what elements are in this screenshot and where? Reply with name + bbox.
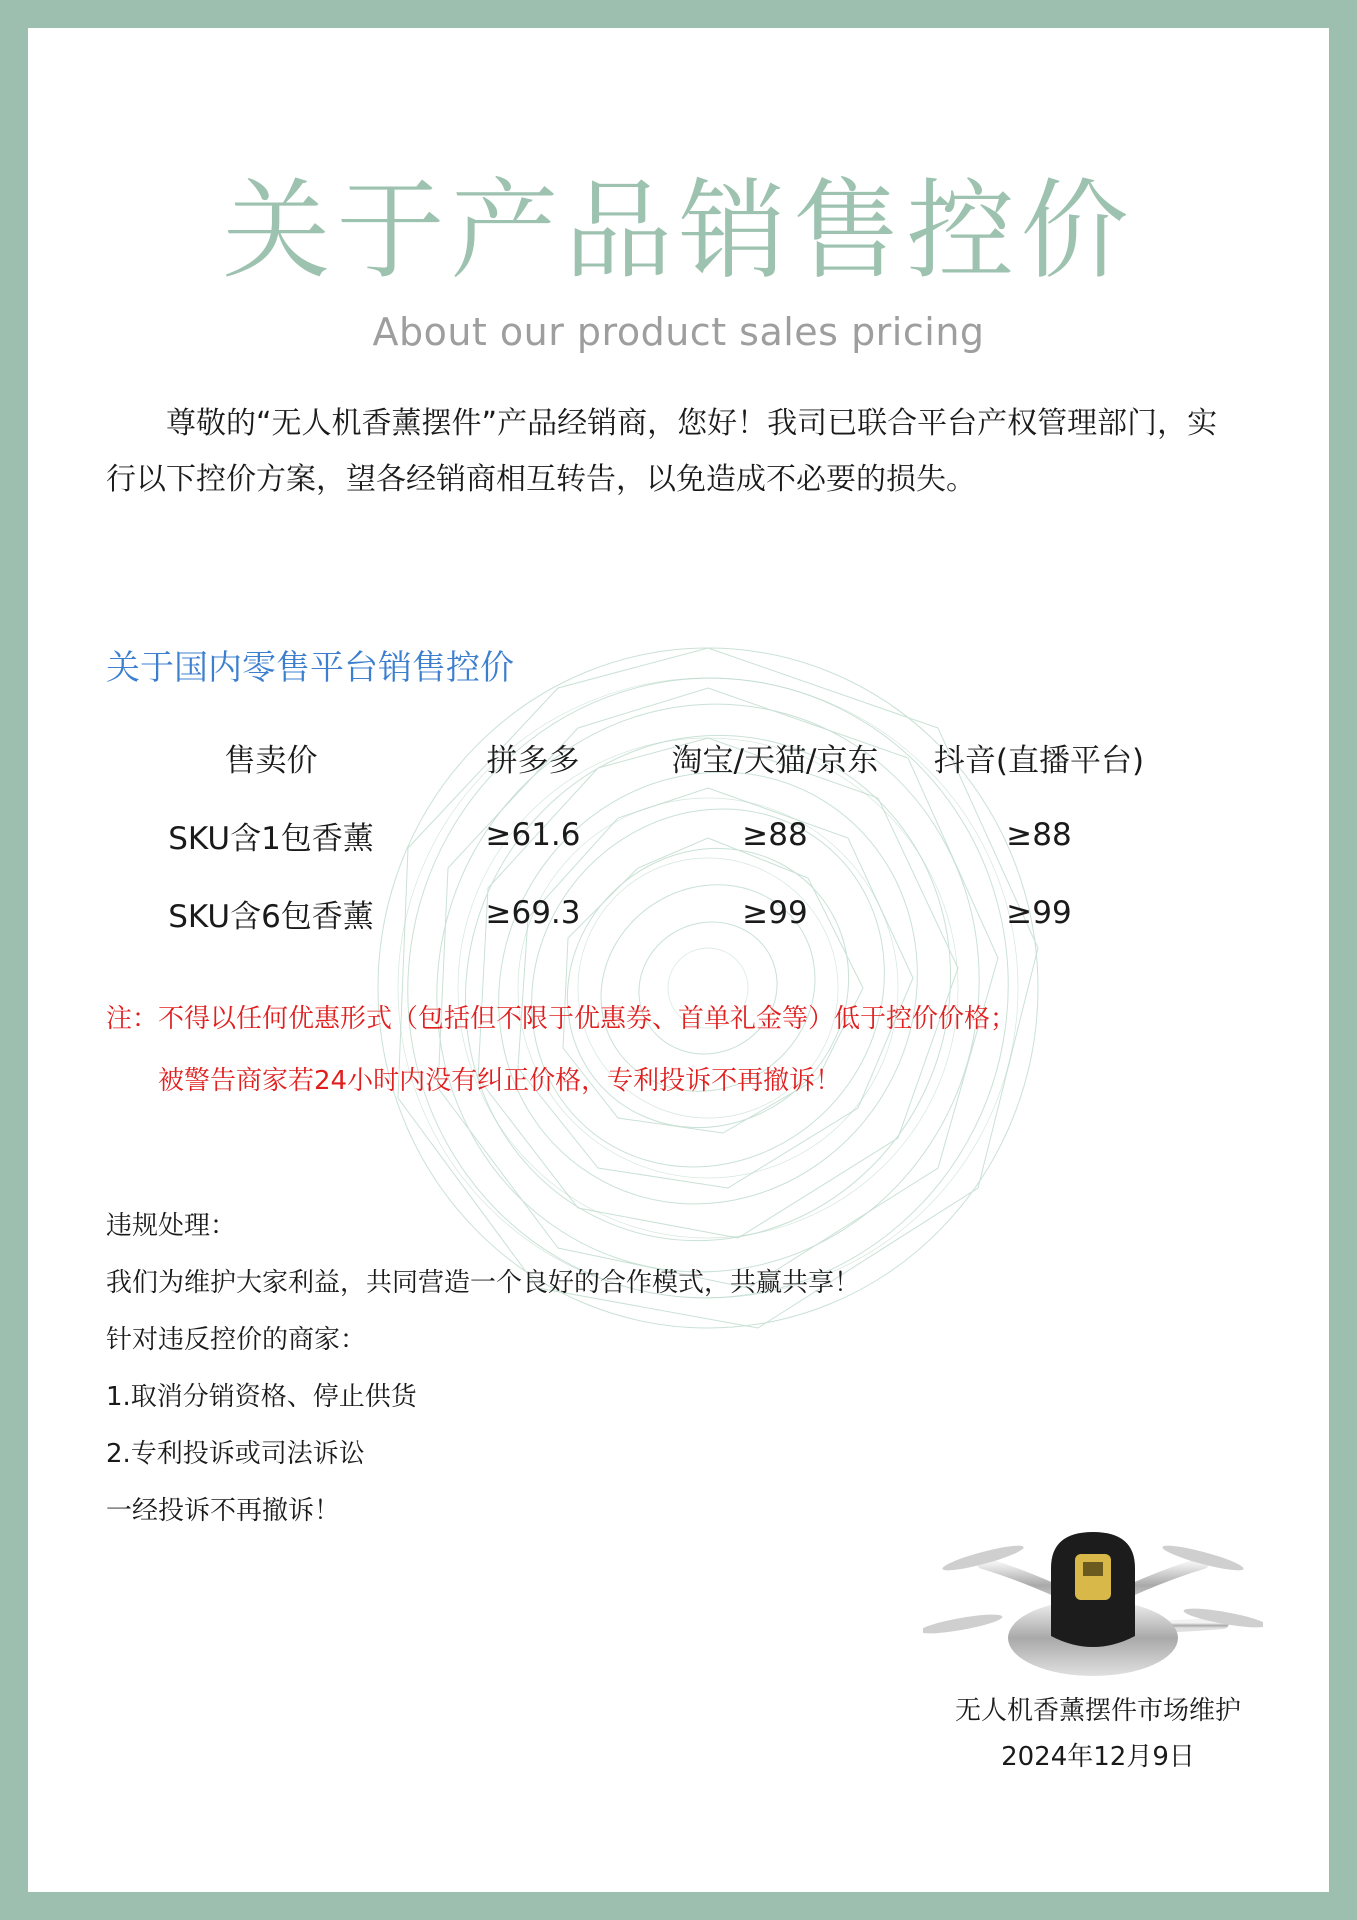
signature-block bbox=[878, 1688, 1318, 1780]
table-cell: ≥88 bbox=[1006, 817, 1072, 853]
table-cell: SKU含1包香薰 bbox=[168, 820, 374, 857]
table-header: 淘宝/天猫/京东 bbox=[671, 742, 879, 779]
table-row bbox=[106, 874, 1158, 952]
drone-ornament-image bbox=[923, 1518, 1263, 1688]
violation-heading: 违规处理： bbox=[106, 1211, 237, 1241]
signature-date: 2024年12月9日 bbox=[1001, 1742, 1195, 1772]
table-header: 拼多多 bbox=[486, 742, 580, 779]
table-cell: ≥88 bbox=[742, 817, 808, 853]
violation-line: 2.专利投诉或司法诉讼 bbox=[106, 1439, 365, 1469]
section-heading: 关于国内零售平台销售控价 bbox=[106, 648, 514, 688]
table-cell: SKU含6包香薰 bbox=[168, 898, 374, 935]
table-cell: ≥99 bbox=[1006, 895, 1072, 931]
table-cell: ≥61.6 bbox=[485, 817, 581, 853]
notice-line: 注：不得以任何优惠形式（包括但不限于优惠券、首单礼金等）低于控价价格； bbox=[106, 1004, 1017, 1034]
price-table bbox=[106, 718, 1158, 952]
table-cell: ≥69.3 bbox=[485, 895, 581, 931]
violation-line: 1.取消分销资格、停止供货 bbox=[106, 1382, 417, 1412]
page-title: 关于产品销售控价 bbox=[222, 169, 1135, 294]
violation-line: 针对违反控价的商家： bbox=[106, 1325, 367, 1355]
table-header: 抖音(直播平台) bbox=[933, 742, 1145, 779]
table-cell: ≥99 bbox=[742, 895, 808, 931]
warning-notice bbox=[106, 988, 1016, 1112]
table-header-row bbox=[106, 718, 1158, 796]
violation-section bbox=[106, 1198, 860, 1540]
intro-paragraph: 尊敬的“无人机香薰摆件”产品经销商，您好！我司已联合平台产权管理部门，实行以下控价方案，望各经销商相互转告，以免造成不必要的损失。 bbox=[106, 406, 1218, 497]
signature-org: 无人机香薰摆件市场维护 bbox=[954, 1696, 1241, 1726]
violation-line: 我们为维护大家利益，共同营造一个良好的合作模式，共赢共享！ bbox=[106, 1268, 861, 1298]
page-subtitle: About our product sales pricing bbox=[372, 310, 985, 354]
document-page bbox=[28, 28, 1329, 1892]
table-header: 售卖价 bbox=[224, 742, 318, 779]
table-row bbox=[106, 796, 1158, 874]
notice-line: 被警告商家若24小时内没有纠正价格，专利投诉不再撤诉！ bbox=[158, 1066, 842, 1096]
violation-line: 一经投诉不再撤诉！ bbox=[106, 1496, 341, 1526]
